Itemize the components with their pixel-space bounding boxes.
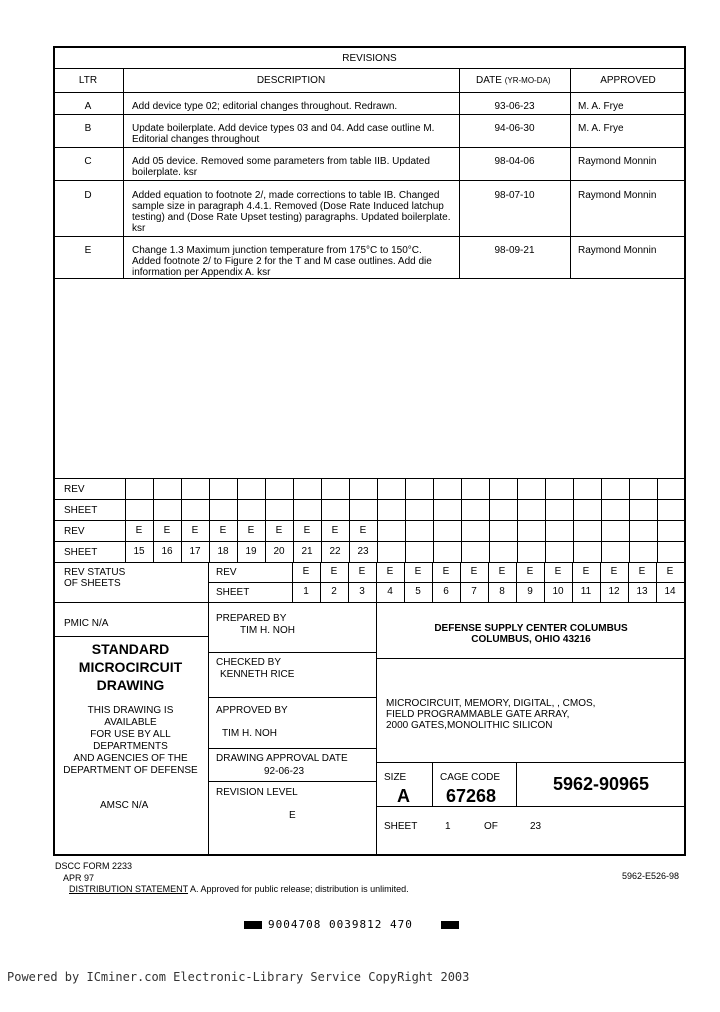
rev-row-ltr: C [84,156,92,167]
barcode-text: 9004708 0039812 470 [268,918,413,931]
distribution-label: DISTRIBUTION STATEMENT [69,884,189,894]
drawing-description: MICROCIRCUIT, MEMORY, DIGITAL, , CMOS, FIELD PROGRAMMABLE GATE ARRAY, 2000 GATES,MONOLITHIC SILICON [386,698,596,731]
lower-rev-cell: E [359,525,367,536]
sheet-total: 23 [530,821,542,832]
availability-statement: THIS DRAWING IS AVAILABLE FOR USE BY ALL DEPARTMENTS AND AGENCIES OF THE DEPARTMENT OF DEFENSE [63,705,198,776]
lower-sheet-label: SHEET [64,547,98,558]
main-rev-cell: E [442,566,450,577]
main-sheet-cell: 4 [387,586,393,597]
main-sheet-cell: 3 [359,586,365,597]
revisions-title: REVISIONS [342,53,397,64]
revision-level-value: E [289,810,296,821]
prepared-by-value: TIM H. NOH [240,625,295,636]
main-sheet-cell: 12 [608,586,620,597]
main-rev-label: REV [216,567,237,578]
lower-sheet-cell: 22 [329,546,341,557]
main-rev-cell: E [582,566,590,577]
main-sheet-cell: 11 [580,586,592,597]
copyright-footer: Powered by ICminer.com Electronic-Library Service CopyRight 2003 [7,970,470,984]
document-reference: 5962-E526-98 [622,871,680,881]
standard-microcircuit-drawing-title: STANDARD MICROCIRCUIT DRAWING [78,641,183,693]
drawing-number: 5962-90965 [552,774,650,794]
main-rev-cell: E [414,566,422,577]
main-sheet-cell: 6 [443,586,449,597]
main-rev-cell: E [330,566,338,577]
rev-row-approved: M. A. Frye [578,123,624,134]
description-header: DESCRIPTION [256,75,326,86]
lower-rev-cell: E [191,525,199,536]
main-rev-cell: E [526,566,534,577]
main-sheet-cell: 13 [636,586,648,597]
lower-sheet-cell: 19 [245,546,257,557]
main-rev-cell: E [470,566,478,577]
rev-row-description: Add device type 02; editorial changes throughout. Redrawn. [132,101,398,112]
lower-sheet-cell: 16 [161,546,173,557]
rev-row-description: Change 1.3 Maximum junction temperature from 175°C to 150°C. Added footnote 2/ to Figure 2 for the T and M case outlines. Add die information per Appendix A. ksr [132,245,432,278]
distribution-statement [69,884,409,895]
lower-rev-cell: E [331,525,339,536]
lower-rev-label: REV [64,526,85,537]
rev-row-approved: Raymond Monnin [578,156,657,167]
sheet-label: SHEET [384,821,418,832]
rev-row-date: 93-06-23 [494,101,535,112]
barcode-block-left [244,921,262,929]
lower-rev-cell: E [247,525,255,536]
lower-rev-cell: E [219,525,227,536]
rev-row-ltr: E [84,245,92,256]
rev-row-approved: M. A. Frye [578,101,624,112]
main-rev-cell: E [358,566,366,577]
sheet-number: 1 [445,821,451,832]
upper-sheet-label: SHEET [64,505,98,516]
approval-date-value: 92-06-23 [264,766,305,777]
main-sheet-cell: 9 [527,586,533,597]
main-sheet-label: SHEET [216,587,250,598]
date-header-label: DATE [476,75,502,86]
size-value: A [397,786,410,806]
approved-by-value: TIM H. NOH [222,728,277,739]
lower-sheet-cell: 20 [273,546,285,557]
main-rev-cell: E [638,566,646,577]
form-number: DSCC FORM 2233 [55,861,133,871]
rev-row-description: Add 05 device. Removed some parameters from table IIB. Updated boilerplate. ksr [132,156,430,178]
checked-by-label: CHECKED BY [216,657,282,668]
lower-rev-cell: E [303,525,311,536]
cage-code-value: 67268 [446,786,497,806]
barcode-block-right [441,921,459,929]
of-label: OF [484,821,498,832]
rev-row-description: Update boilerplate. Add device types 03 and 04. Add case outline M. Editorial changes throughout [132,123,435,145]
main-sheet-cell: 7 [471,586,477,597]
size-label: SIZE [384,772,407,783]
main-rev-cell: E [498,566,506,577]
prepared-by-label: PREPARED BY [216,613,287,624]
main-rev-cell: E [610,566,618,577]
rev-row-description: Added equation to footnote 2/, made corrections to table IB. Changed sample size in paragraph 4.4.1. Removed (Dose Rate Induced latchup testing) and (Dose Rate Upset testing) paragraphs. Updated boilerplate. ksr [132,190,451,234]
checked-by-value: KENNETH RICE [220,669,295,680]
approval-date-label: DRAWING APPROVAL DATE [216,753,348,764]
lower-sheet-cell: 21 [301,546,313,557]
main-sheet-cell: 1 [303,586,309,597]
agency-name: DEFENSE SUPPLY CENTER COLUMBUS COLUMBUS, OHIO 43216 [434,623,628,645]
main-sheet-cell: 8 [499,586,505,597]
lower-sheet-cell: 23 [357,546,369,557]
revision-level-label: REVISION LEVEL [216,787,298,798]
date-header [476,75,551,86]
lower-rev-cell: E [275,525,283,536]
rev-row-approved: Raymond Monnin [578,190,657,201]
rev-row-ltr: B [84,123,92,134]
amsc-label: AMSC N/A [100,800,149,811]
lower-sheet-cell: 17 [189,546,201,557]
approved-header: APPROVED [600,75,656,86]
ltr-header: LTR [78,75,98,86]
main-sheet-cell: 5 [415,586,421,597]
main-sheet-cell: 10 [552,586,564,597]
cage-code-label: CAGE CODE [440,772,501,783]
approved-by-label: APPROVED BY [216,705,288,716]
main-sheet-cell: 14 [664,586,676,597]
rev-row-date: 98-07-10 [494,190,535,201]
rev-row-ltr: A [84,101,92,112]
lower-rev-cell: E [163,525,171,536]
main-rev-cell: E [666,566,674,577]
rev-row-approved: Raymond Monnin [578,245,657,256]
lower-rev-cell: E [135,525,143,536]
upper-rev-label: REV [64,484,85,495]
form-date: APR 97 [63,873,95,883]
main-rev-cell: E [554,566,562,577]
rev-status-of-sheets-label: REV STATUS OF SHEETS [64,567,126,589]
rev-row-date: 98-04-06 [494,156,535,167]
pmic-label: PMIC N/A [64,618,109,629]
lower-sheet-cell: 15 [133,546,145,557]
main-rev-cell: E [302,566,310,577]
rev-row-date: 98-09-21 [494,245,535,256]
main-rev-cell: E [386,566,394,577]
date-format-label: (YR-MO-DA) [504,76,551,85]
distribution-text: A. Approved for public release; distribution is unlimited. [188,884,409,894]
rev-row-ltr: D [84,190,92,201]
lower-sheet-cell: 18 [217,546,229,557]
rev-row-date: 94-06-30 [494,123,535,134]
main-sheet-cell: 2 [331,586,337,597]
